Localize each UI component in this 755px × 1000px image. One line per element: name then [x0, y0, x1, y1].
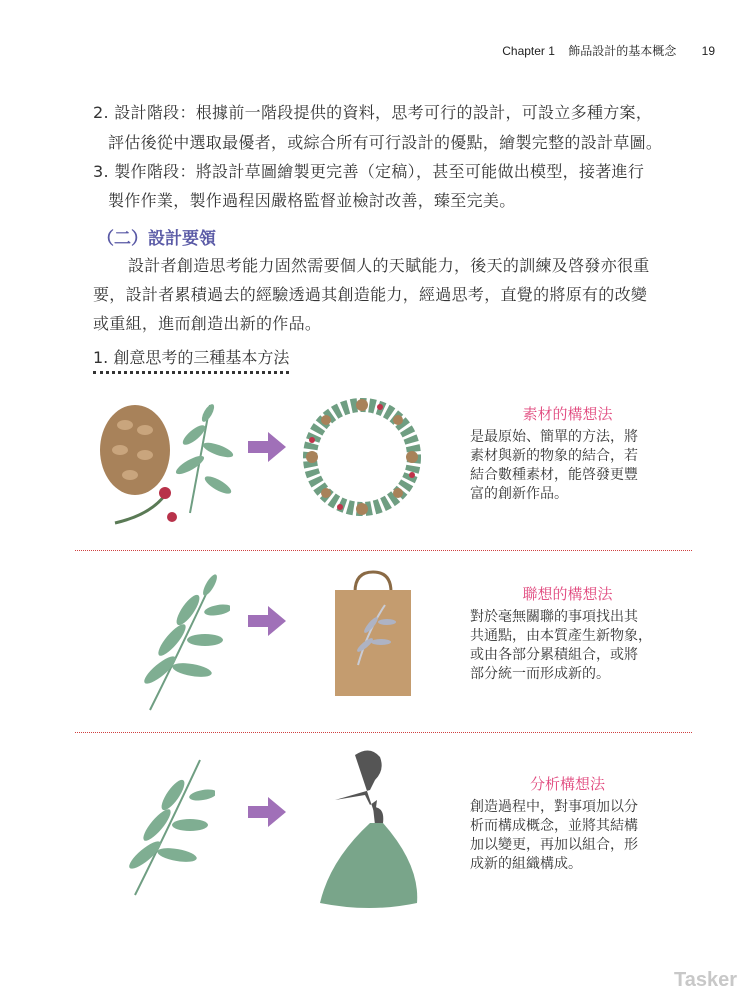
chapter-title: 飾品設計的基本概念: [568, 44, 677, 58]
subheading: 1. 創意思考的三種基本方法: [93, 345, 289, 374]
desc-line: 是最原始、簡單的方法，將: [470, 429, 638, 445]
pinecone-and-leaf-image: [90, 395, 250, 535]
list-item-2-line1: 2. 設計階段：根據前一階段提供的資料，思考可行的設計，可設立多種方案，: [93, 103, 653, 122]
method-desc-association: [470, 608, 665, 684]
running-header: [492, 42, 715, 59]
desc-line: 結合數種素材，能啓發更豐: [470, 467, 638, 483]
method-title-association: 聯想的構想法: [522, 585, 613, 603]
desc-line: 素材與新的物象的結合，若: [470, 448, 638, 464]
method-title-material: 素材的構想法: [522, 405, 613, 423]
wreath-image: [300, 385, 425, 530]
desc-line: 對於毫無關聯的事項找出其: [470, 609, 638, 625]
paper-bag-image: [333, 570, 413, 698]
divider: [75, 732, 692, 733]
desc-line: 共通點，由本質產生新物象，: [470, 628, 652, 644]
leaf-image: [130, 570, 230, 715]
method-desc-analysis: [470, 798, 665, 874]
desc-line: 富的創新作品。: [470, 486, 568, 502]
arrow-right-icon: [248, 432, 286, 462]
desc-line: 部分統一而形成新的。: [470, 666, 610, 682]
method-desc-material: [470, 428, 665, 504]
section-para-line1: 設計者創造思考能力固然需要個人的天賦能力，後天的訓練及啓發亦很重: [128, 256, 650, 275]
divider: [75, 550, 692, 551]
desc-line: 析而構成概念，並將其結構: [470, 818, 638, 834]
dress-silhouette-image: [315, 745, 425, 910]
desc-line: 加以變更，再加以組合，形: [470, 837, 638, 853]
list-item-2-line2: 評估後從中選取最優者，或綜合所有可行設計的優點，繪製完整的設計草圖。: [108, 133, 663, 152]
desc-line: 或由各部分累積組合，或將: [470, 647, 638, 663]
arrow-right-icon: [248, 797, 286, 827]
desc-line: 創造過程中，對事項加以分: [470, 799, 638, 815]
method-title-analysis: 分析構想法: [529, 775, 605, 793]
list-item-3-line1: 3. 製作階段：將設計草圖繪製更完善（定稿），甚至可能做出模型，接著進行: [93, 162, 645, 181]
leaf-image: [115, 755, 215, 900]
chapter-label: Chapter 1: [502, 44, 555, 58]
section-para-line3: 或重組，進而創造出新的作品。: [93, 314, 322, 333]
section-heading: （二）設計要領: [97, 229, 216, 249]
list-item-3-line2: 製作作業，製作過程因嚴格監督並檢討改善，臻至完美。: [108, 191, 516, 210]
desc-line: 成新的組織構成。: [470, 856, 582, 872]
page-number: 19: [701, 44, 715, 58]
watermark-logo: Tasker: [673, 969, 737, 991]
section-para-line2: 要，設計者累積過去的經驗透過其創造能力，經過思考，直覺的將原有的改變: [93, 285, 648, 304]
arrow-right-icon: [248, 606, 286, 636]
